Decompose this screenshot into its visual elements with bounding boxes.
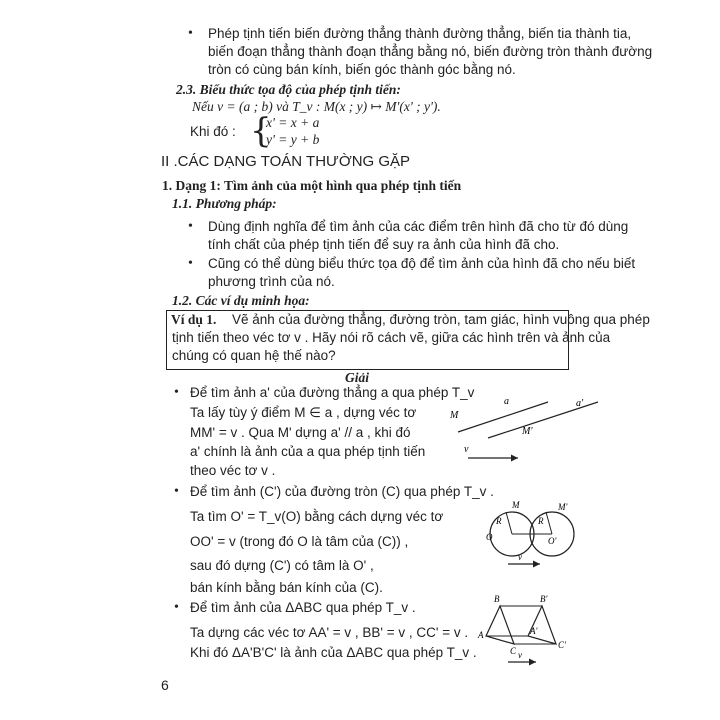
- figure-triangle-translation: [478, 596, 578, 672]
- vd-heading: 1.2. Các ví dụ minh họa:: [172, 293, 310, 308]
- label-M-prime: M': [522, 426, 533, 437]
- dang1-title: 1. Dạng 1: Tìm ảnh của một hình qua phép tịnh tiến: [162, 178, 462, 193]
- sol-p1-line-4: a' chính là ảnh của a qua phép tịnh tiến: [190, 444, 426, 459]
- s23-heading: 2.3. Biểu thức tọa độ của phép tịnh tiến:: [176, 82, 401, 97]
- intro-line-3: tròn có cùng bán kính, biến góc thành góc bằng nó.: [208, 62, 516, 77]
- example-line-3: chúng có quan hệ thế nào?: [172, 348, 336, 363]
- label-A-prime: A': [530, 626, 538, 636]
- example-label: Ví dụ 1.: [171, 312, 217, 327]
- label-a: a: [504, 396, 509, 407]
- sol-p3-line-2: Ta dựng các véc tơ AA' = v , BB' = v , CC' = v .: [190, 625, 469, 640]
- intro-line-2: biến đoạn thẳng thành đoạn thẳng bằng nó, biến đường tròn thành đường: [208, 44, 653, 59]
- example-line-2: tịnh tiến theo véc tơ v . Hãy nói rõ cách vẽ, giữa các hình trên và ảnh của: [172, 330, 611, 345]
- label-M: M: [512, 500, 520, 510]
- pp-heading: 1.1. Phương pháp:: [172, 196, 277, 211]
- label-R: R: [496, 516, 502, 526]
- solution-title: Giải: [345, 370, 370, 385]
- bullet-icon: •: [188, 26, 193, 41]
- page-number: 6: [161, 677, 169, 693]
- label-M: M: [450, 410, 459, 421]
- radius-r: [506, 512, 512, 534]
- figure-circle-translation: [478, 500, 588, 572]
- s23-eq1: x' = x + a: [266, 115, 320, 130]
- sol-p1-line-5: theo véc tơ v .: [190, 463, 276, 478]
- s23-eq2: y' = y + b: [266, 132, 320, 147]
- triangle-abc: [486, 606, 514, 644]
- label-C-prime: C': [558, 640, 566, 650]
- pp-b2-line-2: phương trình của nó.: [208, 274, 335, 289]
- sol-p3-line-3: Khi đó ΔA'B'C' là ảnh của ΔABC qua phép T_v .: [190, 645, 477, 660]
- radius-r-prime: [546, 512, 552, 534]
- section-title: II .CÁC DẠNG TOÁN THƯỜNG GẶP: [161, 153, 411, 170]
- label-v: v: [518, 552, 522, 562]
- label-B-prime: B': [540, 594, 548, 604]
- pp-b2-line-1: Cũng có thể dùng biểu thức tọa độ để tìm ảnh của hình đã cho nếu biết: [208, 256, 636, 271]
- label-v: v: [464, 444, 469, 455]
- sol-p1-line-3: MM' = v . Qua M' dựng a' // a , khi đó: [190, 425, 411, 440]
- label-R-prime: R: [538, 516, 544, 526]
- label-A: A: [478, 630, 484, 640]
- bullet-icon: •: [174, 600, 179, 615]
- sol-p2-line-1: Để tìm ảnh (C') của đường tròn (C) qua phép T_v .: [190, 484, 494, 499]
- label-a-prime: a': [576, 398, 584, 409]
- label-v: v: [518, 650, 522, 660]
- line-a: [458, 402, 548, 432]
- s23-khido: Khi đó :: [190, 124, 236, 139]
- sol-p2-line-2: Ta tìm O' = T_v(O) bằng cách dựng véc tơ: [190, 509, 444, 524]
- bullet-icon: •: [174, 385, 179, 400]
- sol-p3-line-1: Để tìm ảnh của ΔABC qua phép T_v .: [190, 600, 416, 615]
- example-line-1: Vẽ ảnh của đường thẳng, đường tròn, tam giác, hình vuông qua phép: [232, 312, 650, 327]
- label-M-prime: M': [558, 502, 568, 512]
- label-O: O: [486, 532, 493, 542]
- bullet-icon: •: [174, 484, 179, 499]
- figure-line-translation: [440, 392, 600, 470]
- sol-p1-line-2: Ta lấy tùy ý điểm M ∈ a , dựng véc tơ: [190, 405, 417, 420]
- sol-p2-line-4: sau đó dựng (C') có tâm là O' ,: [190, 558, 374, 573]
- s23-neu: Nếu v = (a ; b) và T_v : M(x ; y) ↦ M'(x' ; y').: [192, 99, 441, 114]
- label-C: C: [510, 646, 517, 656]
- label-O-prime: O': [548, 536, 557, 546]
- intro-line-1: Phép tịnh tiến biến đường thẳng thành đường thẳng, biến tia thành tia,: [208, 26, 632, 41]
- pp-b1-line-1: Dùng định nghĩa để tìm ảnh của các điểm trên hình đã cho từ đó dùng: [208, 219, 629, 234]
- sol-p2-line-3: OO' = v (trong đó O là tâm của (C)) ,: [190, 534, 409, 549]
- sol-p2-line-5: bán kính bằng bán kính của (C).: [190, 580, 383, 595]
- pp-b1-line-2: tính chất của phép tịnh tiến để suy ra ảnh của hình đã cho.: [208, 237, 560, 252]
- bullet-icon: •: [188, 219, 193, 234]
- bullet-icon: •: [188, 256, 193, 271]
- sol-p1-line-1: Để tìm ảnh a' của đường thẳng a qua phép T_v: [190, 385, 475, 400]
- label-B: B: [494, 594, 500, 604]
- triangle-abc-prime: [528, 606, 556, 644]
- brace-icon: {: [250, 111, 272, 151]
